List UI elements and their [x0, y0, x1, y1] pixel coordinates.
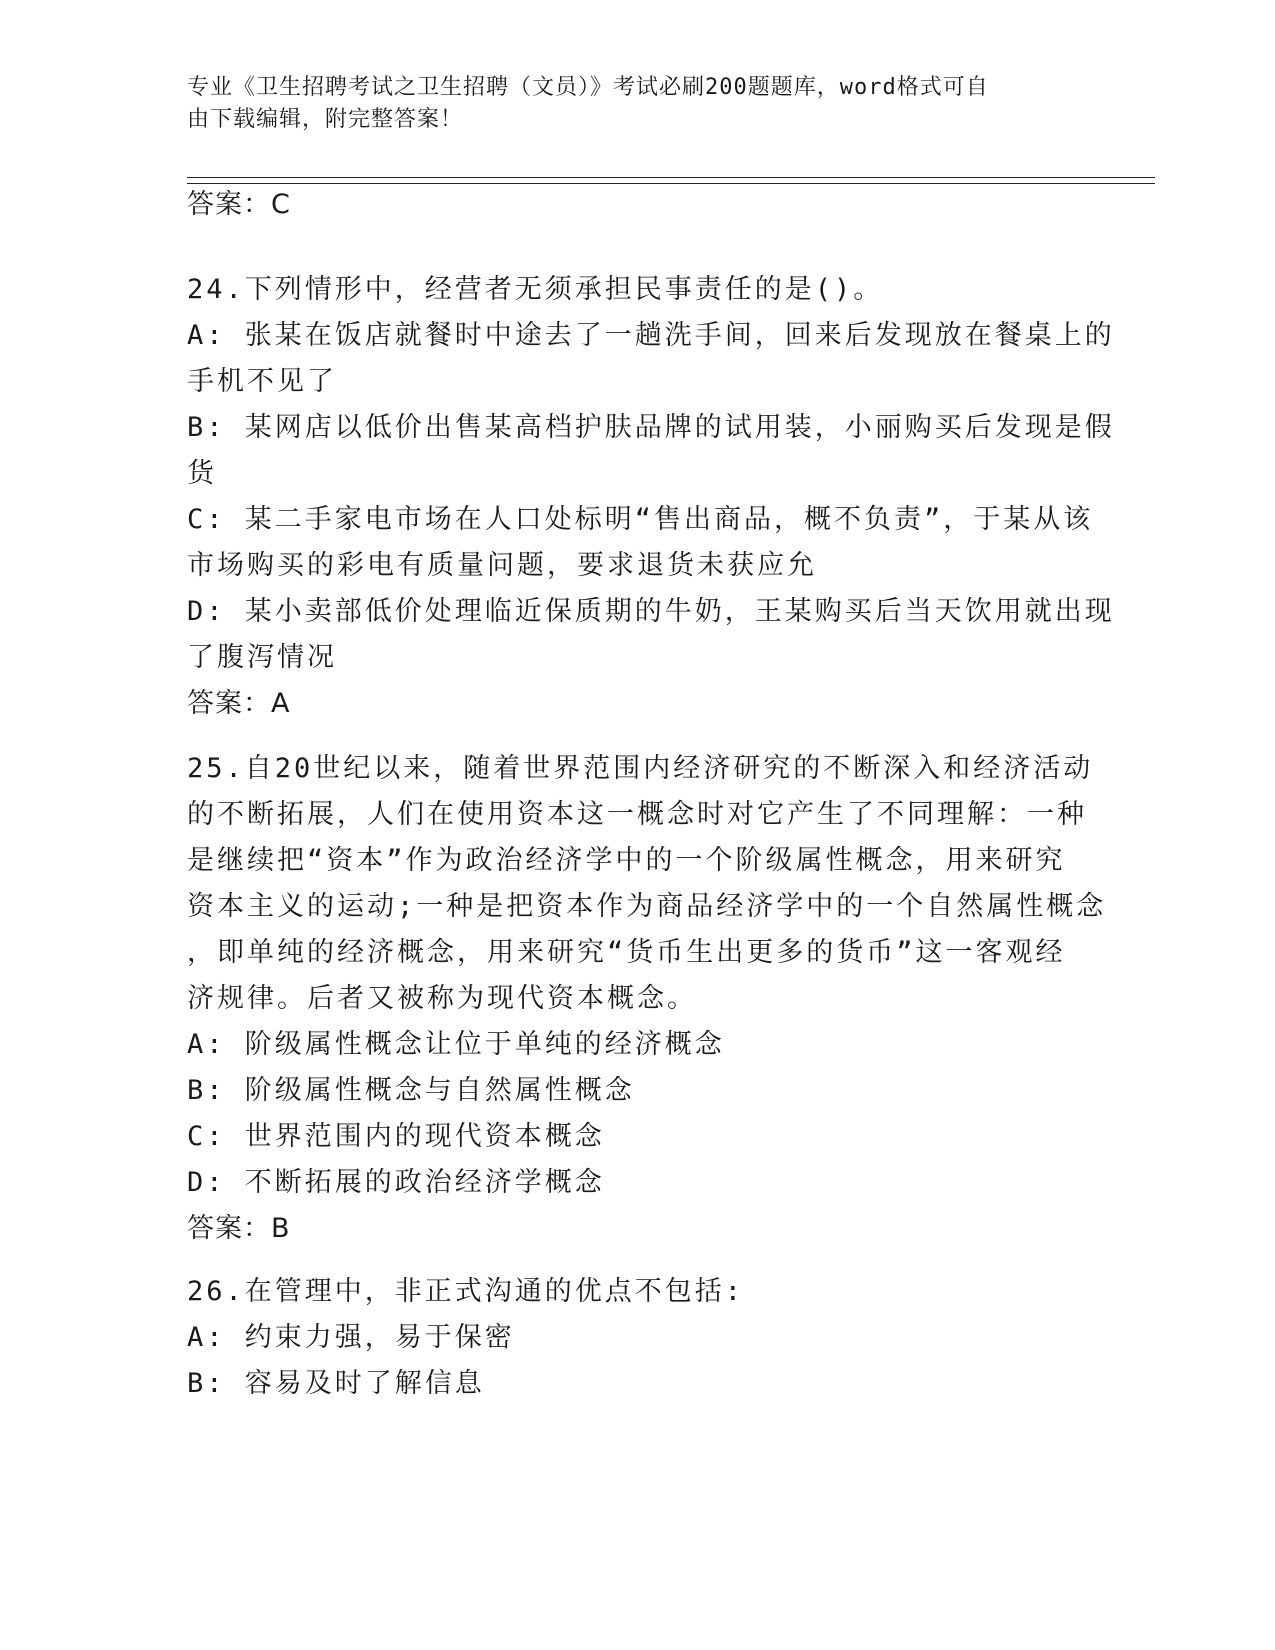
question-stem: 26.在管理中，非正式沟通的优点不包括: [187, 1276, 745, 1307]
question-stem-line-3: 是继续把“资本”作为政治经济学中的一个阶级属性概念，用来研究 [187, 845, 1066, 876]
question-stem-line-6: 济规律。后者又被称为现代资本概念。 [187, 983, 697, 1014]
header-line-1: 专业《卫生招聘考试之卫生招聘（文员）》考试必刷200题题库，word格式可自 [187, 75, 989, 100]
option-b: B: 某网店以低价出售某高档护肤品牌的试用装，小丽购买后发现是假 [187, 412, 1115, 443]
document-header [187, 72, 1087, 136]
header-line-2: 由下载编辑，附完整答案！ [187, 107, 464, 132]
option-b: B: 容易及时了解信息 [187, 1368, 485, 1399]
option-b-cont: 货 [187, 458, 217, 489]
option-d-cont: 了腹泻情况 [187, 642, 337, 673]
option-a-cont: 手机不见了 [187, 366, 337, 397]
header-divider-top [187, 177, 1155, 178]
option-c: C: 世界范围内的现代资本概念 [187, 1121, 605, 1152]
option-d: D: 某小卖部低价处理临近保质期的牛奶，王某购买后当天饮用就出现 [187, 596, 1115, 627]
question-stem-line-2: 的不断拓展，人们在使用资本这一概念时对它产生了不同理解：一种 [187, 799, 1087, 830]
option-c: C: 某二手家电市场在人口处标明“售出商品，概不负责”，于某从该 [187, 504, 1094, 535]
option-a: A: 阶级属性概念让位于单纯的经济概念 [187, 1029, 725, 1060]
option-d: D: 不断拓展的政治经济学概念 [187, 1167, 605, 1198]
question-stem: 24.下列情形中，经营者无须承担民事责任的是()。 [187, 274, 884, 305]
option-b: B: 阶级属性概念与自然属性概念 [187, 1075, 635, 1106]
question-stem-line-1: 25.自20世纪以来，随着世界范围内经济研究的不断深入和经济活动 [187, 753, 1094, 784]
option-a: A: 约束力强，易于保密 [187, 1322, 515, 1353]
answer-text: 答案：C [187, 189, 291, 220]
question-stem-line-5: ，即单纯的经济概念，用来研究“货币生出更多的货币”这一客观经 [187, 937, 1066, 968]
question-26 [187, 1269, 1077, 1407]
answer-text: 答案：A [187, 688, 291, 719]
question-24 [187, 267, 1115, 727]
answer-text: 答案：B [187, 1213, 291, 1244]
option-c-cont: 市场购买的彩电有质量问题，要求退货未获应允 [187, 550, 817, 581]
option-a: A: 张某在饭店就餐时中途去了一趟洗手间，回来后发现放在餐桌上的 [187, 320, 1115, 351]
question-25 [187, 746, 1107, 1252]
previous-answer [187, 182, 1077, 228]
question-stem-line-4: 资本主义的运动;一种是把资本作为商品经济学中的一个自然属性概念 [187, 891, 1107, 922]
